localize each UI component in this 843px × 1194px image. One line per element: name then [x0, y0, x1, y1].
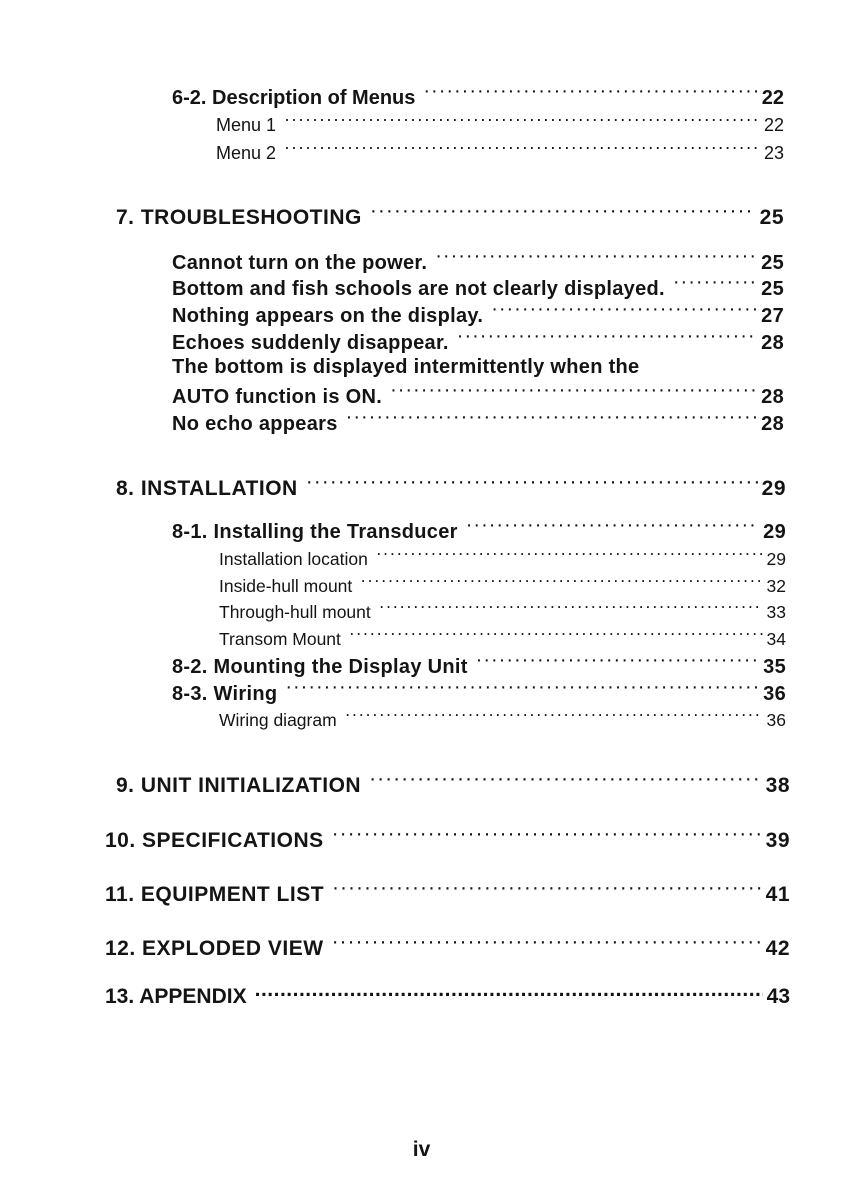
toc-label: 13. APPENDIX [105, 985, 247, 1008]
toc-label: 8. INSTALLATION [116, 477, 298, 500]
toc-page: 32 [766, 575, 786, 596]
toc-page: 28 [761, 332, 784, 354]
toc-label: Menu 2 [216, 143, 277, 163]
toc-label: Transom Mount [219, 628, 341, 649]
leader-dots [349, 627, 763, 645]
toc-page: 29 [761, 477, 786, 500]
toc-entry-mounting-display-unit[interactable] [172, 653, 786, 679]
toc-section-troubleshooting[interactable] [116, 203, 784, 230]
toc-page: 29 [763, 521, 786, 543]
toc-entry-menu-1[interactable] [216, 113, 784, 136]
toc-page: 36 [763, 683, 786, 705]
toc-page: 34 [766, 628, 786, 649]
leader-dots [284, 141, 760, 159]
leader-dots [376, 547, 763, 565]
leader-dots [457, 329, 757, 349]
leader-dots [332, 934, 762, 955]
leader-dots [476, 653, 759, 673]
leader-dots [435, 249, 757, 269]
toc-section-equipment-list[interactable] [105, 880, 790, 907]
toc-label: Nothing appears on the display. [172, 305, 484, 327]
toc-label: 12. EXPLODED VIEW [105, 937, 324, 960]
toc-page: 27 [761, 305, 784, 327]
toc-page: 38 [765, 774, 790, 797]
leader-dots [423, 84, 757, 104]
leader-dots [332, 826, 762, 847]
toc-label: 9. UNIT INITIALIZATION [116, 774, 362, 797]
toc-label: 8-3. Wiring [172, 683, 278, 705]
toc-label: 7. TROUBLESHOOTING [116, 206, 362, 229]
toc-label: No echo appears [172, 413, 338, 435]
toc-page: 29 [766, 548, 786, 569]
leader-dots [491, 302, 757, 322]
toc-entry-transom-mount[interactable] [219, 627, 786, 650]
leader-dots [346, 410, 757, 430]
leader-dots [390, 383, 757, 403]
toc-page: 33 [766, 601, 786, 622]
toc-label: Echoes suddenly disappear. [172, 332, 449, 354]
toc-label: 11. EQUIPMENT LIST [105, 883, 325, 906]
toc-entry-description-of-menus[interactable] [172, 84, 784, 110]
leader-dots [370, 203, 756, 224]
leader-dots [255, 982, 763, 1003]
toc-page: 25 [761, 252, 784, 274]
toc-page: 42 [765, 937, 790, 960]
toc-label: 8-2. Mounting the Display Unit [172, 656, 468, 678]
toc-label: Bottom and fish schools are not clearly displayed. [172, 278, 665, 300]
leader-dots [360, 574, 762, 592]
toc-section-exploded-view[interactable] [105, 934, 790, 961]
toc-entry-no-echo[interactable] [172, 410, 784, 436]
toc-page: 23 [763, 143, 784, 163]
page-number: iv [412, 1138, 431, 1161]
toc-label: 10. SPECIFICATIONS [105, 829, 324, 852]
toc-page: 25 [761, 278, 784, 300]
toc-label: Installation location [219, 548, 368, 569]
toc-entry-wiring-diagram[interactable] [219, 708, 786, 731]
toc-section-installation[interactable] [116, 474, 786, 501]
toc-entry-installing-transducer[interactable] [172, 518, 786, 544]
toc-entry-bottom-fish-not-clear[interactable] [172, 275, 784, 301]
toc-page: 35 [763, 656, 786, 678]
toc-label: The bottom is displayed intermittently when the [172, 356, 640, 378]
toc-entry-echoes-disappear[interactable] [172, 329, 784, 355]
leader-dots [284, 113, 760, 131]
toc-label: Menu 1 [216, 115, 277, 135]
toc-page: 22 [761, 87, 784, 109]
toc-page: 36 [766, 709, 786, 730]
toc-entry-auto-function-on[interactable] [172, 383, 784, 409]
toc-label: 8-1. Installing the Transducer [172, 521, 458, 543]
toc-section-appendix[interactable] [105, 982, 790, 1009]
toc-page: 28 [761, 413, 784, 435]
leader-dots [369, 771, 762, 792]
toc-label: Wiring diagram [219, 709, 337, 730]
leader-dots [379, 600, 763, 618]
toc-entry-cannot-turn-on[interactable] [172, 249, 784, 275]
toc-label: 6-2. Description of Menus [172, 87, 416, 109]
toc-label: Cannot turn on the power. [172, 252, 428, 274]
leader-dots [673, 275, 757, 295]
toc-entry-wiring[interactable] [172, 680, 786, 706]
leader-dots [332, 880, 762, 901]
leader-dots [285, 680, 759, 700]
toc-entry-menu-2[interactable] [216, 141, 784, 164]
toc-entry-through-hull-mount[interactable] [219, 600, 786, 623]
toc-label: AUTO function is ON. [172, 386, 383, 408]
toc-section-unit-initialization[interactable] [116, 771, 790, 798]
toc-entry-intermittent-line1[interactable] [172, 356, 784, 379]
toc-page: 43 [766, 985, 790, 1008]
toc-section-specifications[interactable] [105, 826, 790, 853]
toc-entry-nothing-appears[interactable] [172, 302, 784, 328]
toc-page: 39 [765, 829, 790, 852]
toc-entry-inside-hull-mount[interactable] [219, 574, 786, 597]
leader-dots [306, 474, 758, 495]
toc-page: 41 [765, 883, 790, 906]
toc-label: Inside-hull mount [219, 575, 353, 596]
toc-page: 25 [759, 206, 784, 229]
toc-page: 22 [763, 115, 784, 135]
toc-label: Through-hull mount [219, 601, 371, 622]
leader-dots [345, 708, 763, 726]
toc-page: 28 [761, 386, 784, 408]
leader-dots [466, 518, 759, 538]
toc-entry-installation-location[interactable] [219, 547, 786, 570]
